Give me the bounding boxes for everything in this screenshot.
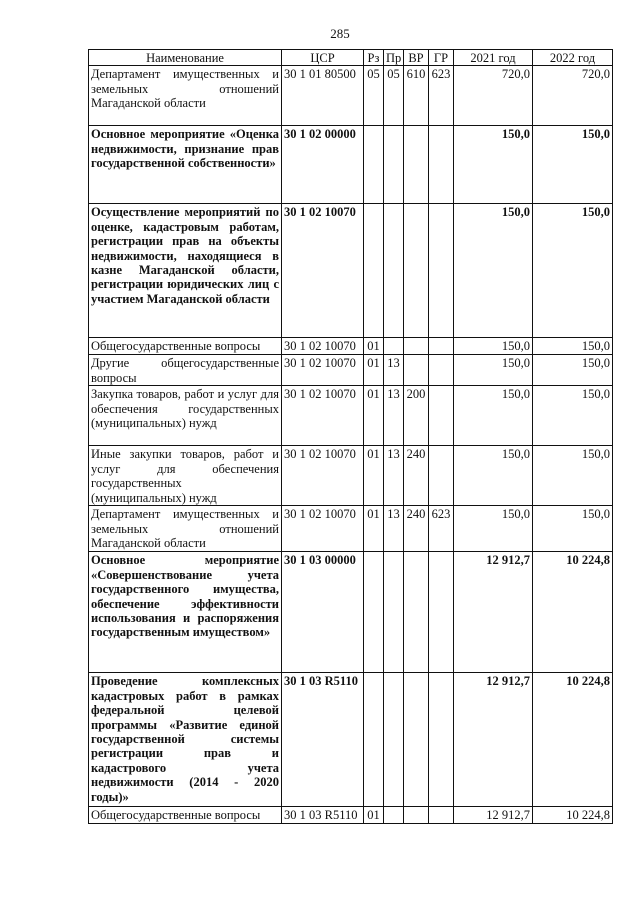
row-gr [429, 355, 454, 386]
row-rz: 01 [364, 338, 384, 355]
row-name: Другие общегосударственные вопросы [89, 355, 282, 386]
row-pr: 05 [384, 66, 404, 126]
row-csr: 30 1 03 R5110 [282, 673, 364, 807]
row-gr [429, 204, 454, 338]
table-row [89, 673, 613, 807]
row-2022: 150,0 [533, 204, 613, 338]
row-pr [384, 338, 404, 355]
row-2022: 150,0 [533, 338, 613, 355]
table-header-row [89, 50, 613, 66]
row-pr [384, 204, 404, 338]
row-pr: 13 [384, 386, 404, 446]
row-vr [404, 204, 429, 338]
row-csr: 30 1 03 R5110 [282, 807, 364, 824]
row-2022: 720,0 [533, 66, 613, 126]
row-2022: 150,0 [533, 355, 613, 386]
row-2022: 150,0 [533, 446, 613, 506]
header-2022: 2022 год [533, 50, 613, 66]
budget-table [88, 49, 613, 824]
row-pr: 13 [384, 446, 404, 506]
header-vr: ВР [404, 50, 429, 66]
header-rz: Рз [364, 50, 384, 66]
row-csr: 30 1 02 10070 [282, 204, 364, 338]
row-gr [429, 126, 454, 204]
row-gr [429, 673, 454, 807]
row-2021: 12 912,7 [454, 807, 533, 824]
row-vr [404, 807, 429, 824]
row-2022: 10 224,8 [533, 807, 613, 824]
row-rz: 01 [364, 386, 384, 446]
row-rz: 05 [364, 66, 384, 126]
row-pr: 13 [384, 506, 404, 552]
table-row [89, 204, 613, 338]
row-vr [404, 338, 429, 355]
row-csr: 30 1 01 80500 [282, 66, 364, 126]
header-csr: ЦСР [282, 50, 364, 66]
table-row [89, 338, 613, 355]
row-csr: 30 1 02 10070 [282, 506, 364, 552]
row-rz [364, 552, 384, 673]
row-rz: 01 [364, 506, 384, 552]
row-csr: 30 1 02 10070 [282, 355, 364, 386]
row-2022: 10 224,8 [533, 673, 613, 807]
row-2022: 150,0 [533, 386, 613, 446]
row-name: Общегосударственные вопросы [89, 338, 282, 355]
table-row [89, 355, 613, 386]
row-rz [364, 673, 384, 807]
row-pr: 13 [384, 355, 404, 386]
row-2022: 10 224,8 [533, 552, 613, 673]
row-2021: 150,0 [454, 204, 533, 338]
header-name: Наименование [89, 50, 282, 66]
row-rz: 01 [364, 355, 384, 386]
row-vr: 240 [404, 446, 429, 506]
row-csr: 30 1 02 10070 [282, 338, 364, 355]
row-vr [404, 126, 429, 204]
row-rz [364, 126, 384, 204]
row-gr [429, 386, 454, 446]
row-pr [384, 807, 404, 824]
row-2021: 720,0 [454, 66, 533, 126]
table-row [89, 446, 613, 506]
row-gr [429, 552, 454, 673]
row-gr: 623 [429, 66, 454, 126]
header-gr: ГР [429, 50, 454, 66]
table-row [89, 126, 613, 204]
row-vr [404, 355, 429, 386]
row-vr: 610 [404, 66, 429, 126]
row-2021: 150,0 [454, 386, 533, 446]
row-2021: 12 912,7 [454, 552, 533, 673]
row-rz [364, 204, 384, 338]
page-number: 285 [330, 26, 350, 41]
row-2021: 150,0 [454, 338, 533, 355]
row-vr [404, 552, 429, 673]
table-row [89, 552, 613, 673]
table-row [89, 386, 613, 446]
row-gr [429, 338, 454, 355]
row-csr: 30 1 02 00000 [282, 126, 364, 204]
header-pr: Пр [384, 50, 404, 66]
row-csr: 30 1 02 10070 [282, 386, 364, 446]
row-name: Департамент имущественных и земельных отношений Магаданской области [89, 66, 282, 126]
row-name: Закупка товаров, работ и услуг для обеспечения государственных (муниципальных) нужд [89, 386, 282, 446]
row-name: Общегосударственные вопросы [89, 807, 282, 824]
row-2021: 150,0 [454, 126, 533, 204]
row-csr: 30 1 03 00000 [282, 552, 364, 673]
row-2021: 150,0 [454, 355, 533, 386]
row-pr [384, 552, 404, 673]
row-name: Проведение комплексных кадастровых работ в рамках федеральной целевой программы «Развитие единой государственной системы регистрации прав и кадастрового учета недвижимости (2014 - 2020 годы)» [89, 673, 282, 807]
row-vr [404, 673, 429, 807]
row-rz: 01 [364, 446, 384, 506]
row-name: Осуществление мероприятий по оценке, кадастровым работам, регистрации прав на объекты недвижимости, находящиеся в казне Магаданской области, регистрации юридических лиц с участием Магаданской области [89, 204, 282, 338]
row-2021: 150,0 [454, 446, 533, 506]
row-2022: 150,0 [533, 506, 613, 552]
row-pr [384, 673, 404, 807]
row-2022: 150,0 [533, 126, 613, 204]
row-vr: 200 [404, 386, 429, 446]
table-row [89, 66, 613, 126]
row-2021: 150,0 [454, 506, 533, 552]
row-name: Основное мероприятие «Совершенствование учета государственного имущества, обеспечение эффективности использования и распоряжения государственным имуществом» [89, 552, 282, 673]
header-2021: 2021 год [454, 50, 533, 66]
row-gr: 623 [429, 506, 454, 552]
row-gr [429, 807, 454, 824]
table-row [89, 807, 613, 824]
row-csr: 30 1 02 10070 [282, 446, 364, 506]
row-name: Департамент имущественных и земельных отношений Магаданской области [89, 506, 282, 552]
row-2021: 12 912,7 [454, 673, 533, 807]
row-vr: 240 [404, 506, 429, 552]
row-pr [384, 126, 404, 204]
row-rz: 01 [364, 807, 384, 824]
row-gr [429, 446, 454, 506]
row-name: Основное мероприятие «Оценка недвижимости, признание прав государственной собственности» [89, 126, 282, 204]
row-name: Иные закупки товаров, работ и услуг для обеспечения государственных (муниципальных) нужд [89, 446, 282, 506]
table-row [89, 506, 613, 552]
